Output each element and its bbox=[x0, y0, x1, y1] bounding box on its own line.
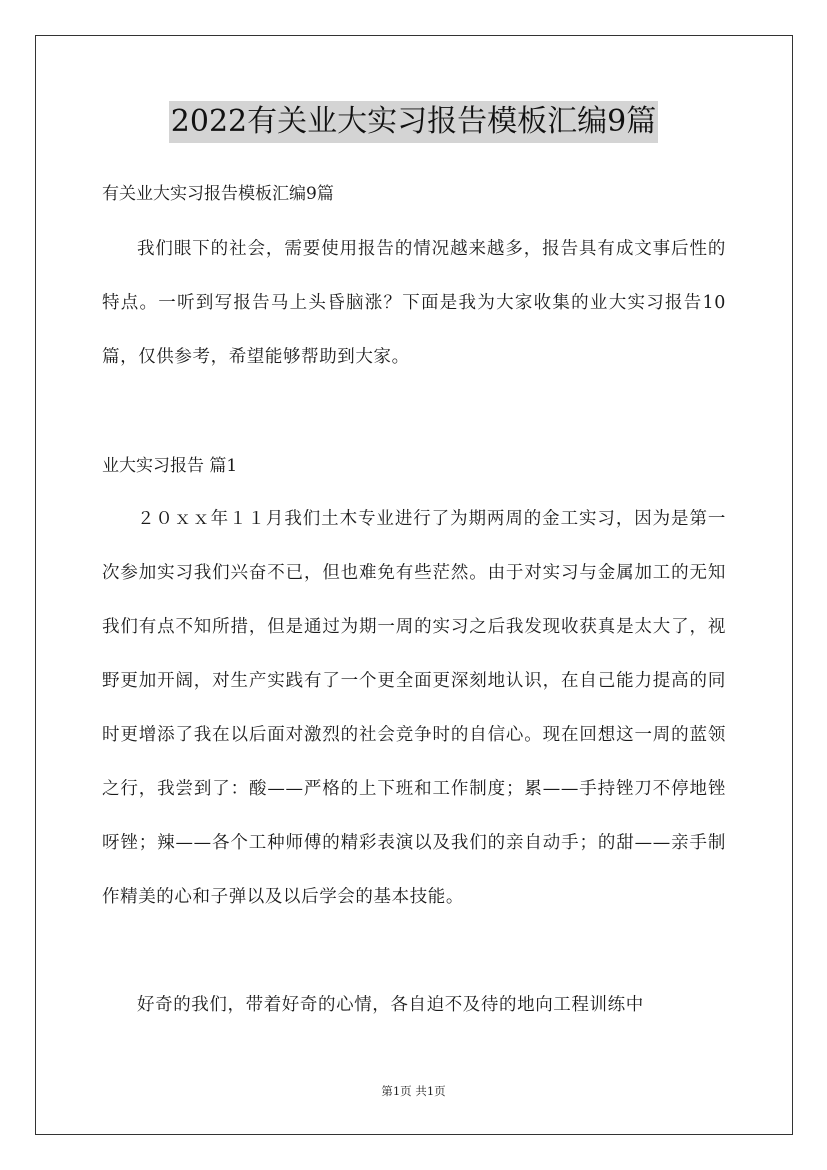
intro-paragraph: 我们眼下的社会，需要使用报告的情况越来越多，报告具有成文事后性的特点。一听到写报告马上头昏脑涨？下面是我为大家收集的业大实习报告10篇，仅供参考，希望能够帮助到大家。 bbox=[102, 239, 726, 367]
document-title: 2022有关业大实习报告模板汇编9篇 bbox=[169, 101, 658, 143]
section-heading: 业大实习报告 篇1 bbox=[102, 456, 238, 476]
page-footer: 第1页 共1页 bbox=[381, 1084, 446, 1098]
body-paragraph-1: ２０ｘｘ年１１月我们土木专业进行了为期两周的金工实习，因为是第一次参加实习我们兴奋不已，但也难免有些茫然。由于对实习与金属加工的无知我们有点不知所措，但是通过为期一周的实习之后我发现收获真是太大了，视野更加开阔，对生产实践有了一个更全面更深刻地认识，在自己能力提高的同时更增添了我在以后面对激烈的社会竞争时的自信心。现在回想这一周的蓝领之行，我尝到了：酸——严格的上下班和工作制度；累——手持锉刀不停地锉呀锉；辣——各个工种师傅的精彩表演以及我们的亲自动手；的甜——亲手制作精美的心和子弹以及以后学会的基本技能。 bbox=[102, 509, 726, 907]
document-subtitle: 有关业大实习报告模板汇编9篇 bbox=[102, 184, 334, 204]
document-title-container bbox=[0, 101, 827, 143]
body-paragraph-2: 好奇的我们，带着好奇的心情，各自迫不及待的地向工程训练中 bbox=[137, 995, 644, 1015]
